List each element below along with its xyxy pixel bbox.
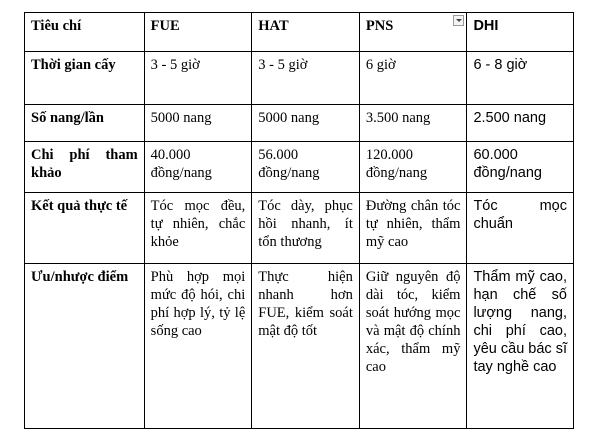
fue-cell: 5000 nang bbox=[144, 105, 252, 142]
pns-cell: Giữ nguyên độ dài tóc, kiểm soát hướng mọc và mật độ chính xác, thẩm mỹ cao bbox=[359, 264, 467, 429]
comparison-table bbox=[24, 12, 574, 429]
hat-cell: 5000 nang bbox=[252, 105, 360, 142]
header-dhi: DHI bbox=[467, 13, 574, 52]
header-pns: PNS bbox=[365, 18, 394, 34]
criterion-cell: Kết quả thực tế bbox=[25, 193, 145, 264]
column-filter-dropdown-icon[interactable] bbox=[453, 15, 464, 26]
fue-cell: Tóc mọc đều, tự nhiên, chắc khỏe bbox=[144, 193, 252, 264]
header-fue: FUE bbox=[144, 13, 252, 52]
criterion-cell: Số nang/lần bbox=[25, 105, 145, 142]
table-row bbox=[25, 193, 574, 264]
criterion-cell: Chi phí tham khảo bbox=[25, 142, 145, 193]
fue-cell: 40.000 đồng/nang bbox=[144, 142, 252, 193]
hat-cell: Thực hiện nhanh hơn FUE, kiểm soát mật độ tốt bbox=[252, 264, 360, 429]
dhi-cell: 6 - 8 giờ bbox=[467, 52, 574, 105]
hat-cell: 3 - 5 giờ bbox=[252, 52, 360, 105]
table-row bbox=[25, 264, 574, 429]
fue-cell: Phù hợp mọi mức độ hói, chi phí hợp lý, tỷ lệ sống cao bbox=[144, 264, 252, 429]
header-criteria: Tiêu chí bbox=[25, 13, 145, 52]
hat-cell: 56.000 đồng/nang bbox=[252, 142, 360, 193]
criterion-cell: Ưu/nhược điểm bbox=[25, 264, 145, 429]
criterion-cell: Thời gian cấy bbox=[25, 52, 145, 105]
dhi-cell: 2.500 nang bbox=[467, 105, 574, 142]
fue-cell: 3 - 5 giờ bbox=[144, 52, 252, 105]
header-pns-cell bbox=[359, 13, 467, 52]
dhi-cell: 60.000 đồng/nang bbox=[467, 142, 574, 193]
pns-cell: 6 giờ bbox=[359, 52, 467, 105]
pns-cell: 120.000 đồng/nang bbox=[359, 142, 467, 193]
header-hat: HAT bbox=[252, 13, 360, 52]
table-row bbox=[25, 52, 574, 105]
header-row bbox=[25, 13, 574, 52]
comparison-table-container bbox=[24, 12, 574, 429]
pns-cell: Đường chân tóc tự nhiên, thẩm mỹ cao bbox=[359, 193, 467, 264]
dhi-cell: Thẩm mỹ cao, hạn chế số lượng nang, chi phí cao, yêu cầu bác sĩ tay nghề cao bbox=[467, 264, 574, 429]
table-row bbox=[25, 142, 574, 193]
hat-cell: Tóc dày, phục hồi nhanh, ít tổn thương bbox=[252, 193, 360, 264]
pns-cell: 3.500 nang bbox=[359, 105, 467, 142]
table-row bbox=[25, 105, 574, 142]
dhi-cell: Tóc mọc chuẩn bbox=[467, 193, 574, 264]
